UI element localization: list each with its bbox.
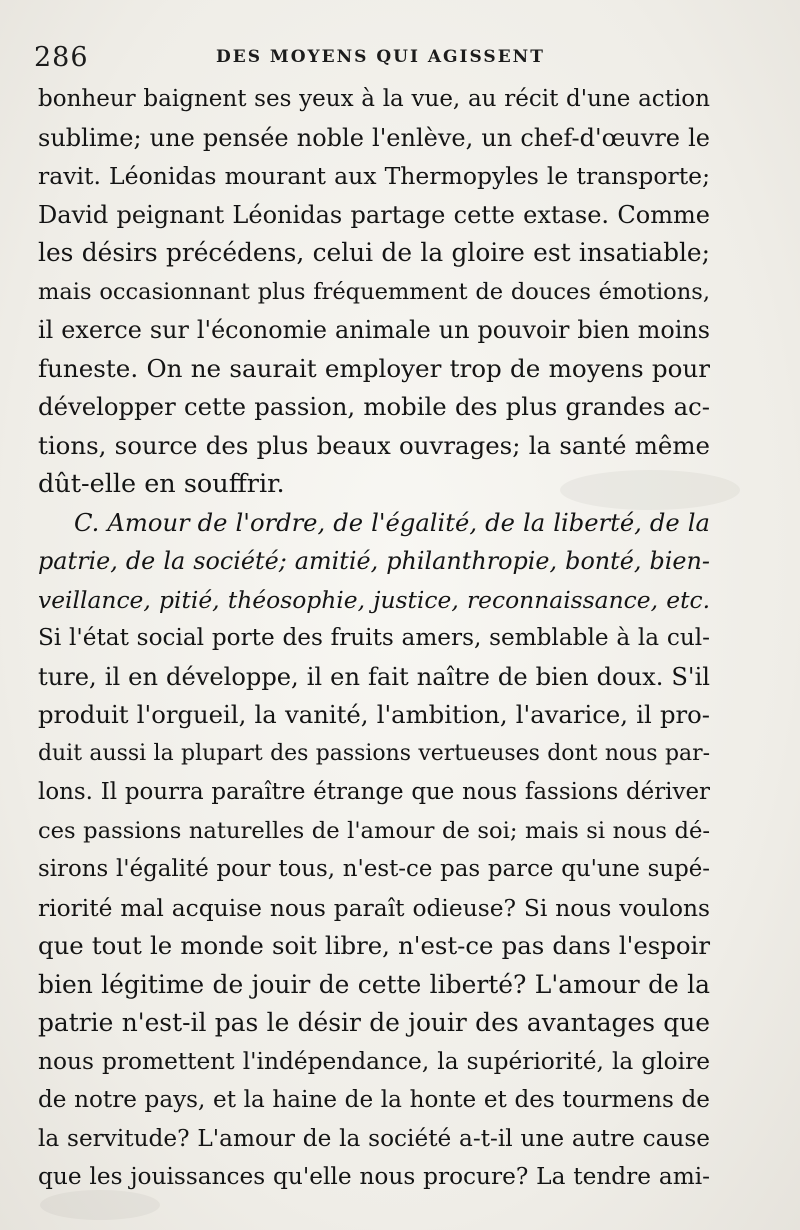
text-line: Si l'état social porte des fruits amers, semblable à la cul- — [38, 624, 710, 651]
text-line: sirons l'égalité pour tous, n'est-ce pas parce qu'une supé- — [38, 856, 710, 882]
text-line: dût-elle en souffrir. — [38, 469, 285, 499]
text-line: que les jouissances qu'elle nous procure? La tendre ami- — [38, 1163, 710, 1190]
section-title-line: C. Amour de l'ordre, de l'égalité, de la liberté, de la — [74, 508, 710, 537]
text-line: bien légitime de jouir de cette liberté? L'amour de la — [38, 969, 710, 999]
text-line: nous promettent l'indépendance, la supériorité, la gloire — [38, 1047, 710, 1075]
section-title-line: patrie, de la société; amitié, philanthropie, bonté, bien- — [38, 547, 710, 575]
text-line: développer cette passion, mobile des plus grandes ac- — [38, 392, 710, 421]
text-line: ces passions naturelles de l'amour de soi; mais si nous dé- — [38, 817, 710, 844]
text-line: lons. Il pourra paraître étrange que nous fassions dériver — [38, 779, 710, 805]
page-header — [34, 38, 724, 78]
text-line: ravit. Léonidas mourant aux Thermopyles le transporte; — [38, 162, 710, 190]
text-line: duit aussi la plupart des passions vertueuses dont nous par- — [38, 740, 710, 766]
text-line: mais occasionnant plus fréquemment de douces émotions, — [38, 278, 710, 305]
text-line: de notre pays, et la haine de la honte et des tourmens de — [38, 1087, 710, 1113]
text-line: il exerce sur l'économie animale un pouvoir bien moins — [38, 316, 710, 344]
text-line: sublime; une pensée noble l'enlève, un chef-d'œuvre le — [38, 123, 710, 152]
section-title-line: veillance, pitié, théosophie, justice, reconnaissance, etc. — [38, 585, 710, 614]
text-line: riorité mal acquise nous paraît odieuse? Si nous voulons — [38, 893, 710, 922]
text-line: bonheur baignent ses yeux à la vue, au récit d'une action — [38, 86, 710, 112]
text-line: les désirs précédens, celui de la gloire est insatiable; — [38, 238, 710, 267]
text-line: patrie n'est-il pas le désir de jouir des avantages que — [38, 1008, 710, 1037]
text-line: que tout le monde soit libre, n'est-ce pas dans l'espoir — [38, 931, 710, 960]
running-head: DES MOYENS QUI AGISSENT — [216, 47, 545, 67]
text-line: produit l'orgueil, la vanité, l'ambition, l'avarice, il pro- — [38, 700, 710, 729]
page-number: 286 — [34, 42, 89, 73]
text-line: tions, source des plus beaux ouvrages; la santé même — [38, 430, 710, 460]
text-line: la servitude? L'amour de la société a-t-il une autre cause — [38, 1124, 710, 1152]
text-line: ture, il en développe, il en fait naître de bien doux. S'il — [38, 662, 710, 691]
text-line: David peignant Léonidas partage cette extase. Comme — [38, 200, 710, 229]
body-text — [38, 80, 710, 1197]
text-line: funeste. On ne saurait employer trop de moyens pour — [38, 353, 710, 383]
